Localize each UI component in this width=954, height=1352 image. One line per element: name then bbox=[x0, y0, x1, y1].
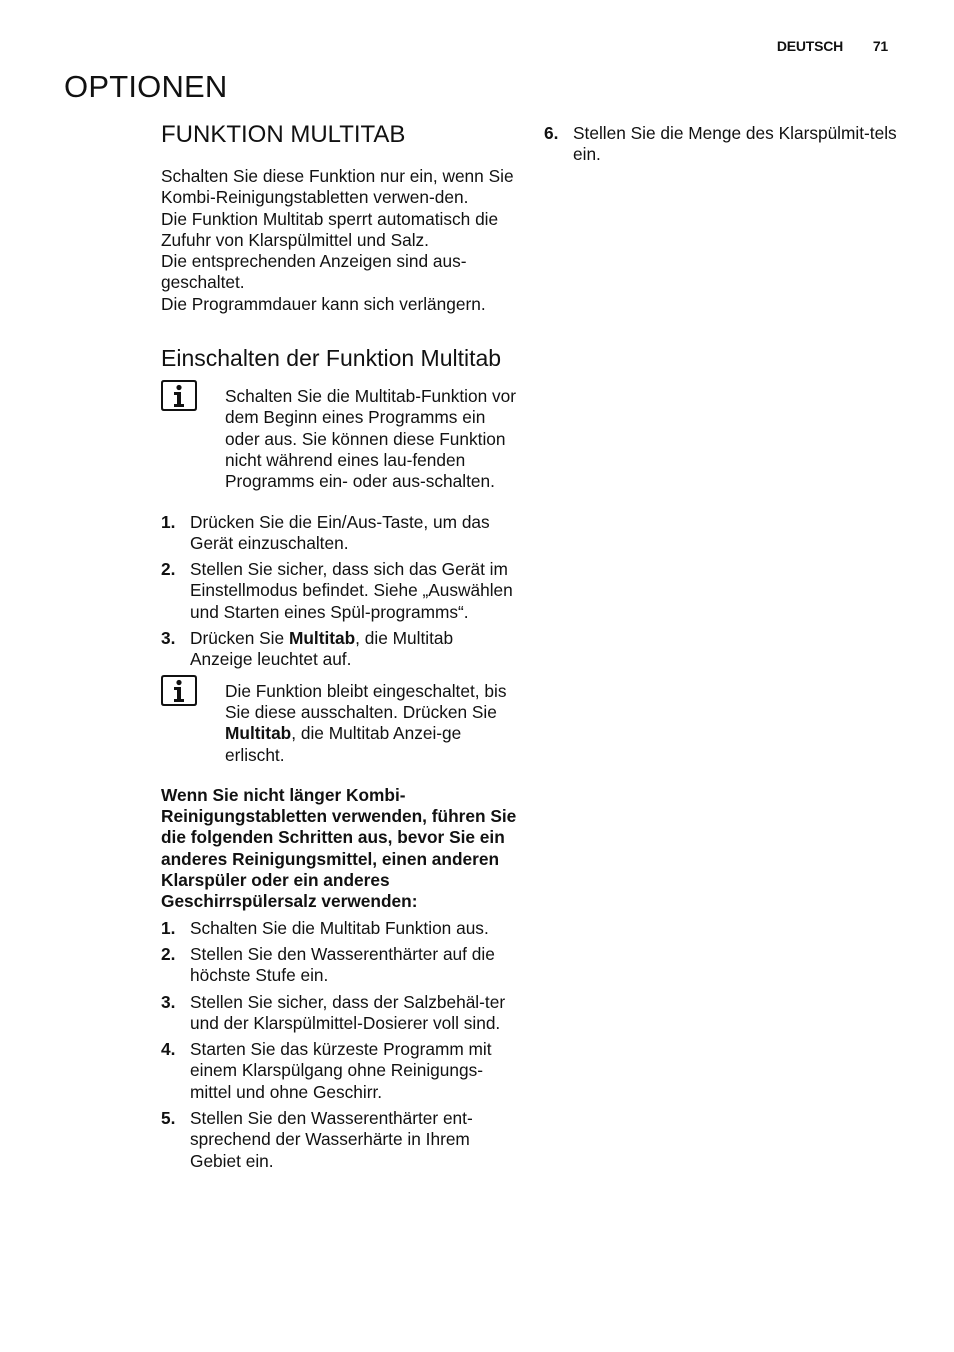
step-number: 3. bbox=[161, 991, 176, 1012]
step-text: Stellen Sie den Wasserenthärter ent-sprechend der Wasserhärte in Ihrem Gebiet ein. bbox=[190, 1107, 473, 1171]
step-number: 2. bbox=[161, 559, 176, 580]
right-column bbox=[544, 123, 900, 171]
page-number: 71 bbox=[872, 38, 888, 54]
intro-paragraph: Die Funktion Multitab sperrt automatisch die Zufuhr von Klarspülmittel und Salz. bbox=[161, 208, 499, 250]
list-item bbox=[161, 944, 517, 987]
page-title: OPTIONEN bbox=[64, 69, 228, 104]
step-text-bold: Multitab bbox=[288, 628, 356, 649]
section-title: FUNKTION MULTITAB bbox=[161, 121, 406, 148]
step-text: Stellen Sie sicher, dass der Salzbehäl-ter und der Klarspülmittel-Dosierer voll sind. bbox=[190, 991, 506, 1033]
steps-list bbox=[161, 512, 517, 671]
step-text: Stellen Sie sicher, dass sich das Gerät im Einstellmodus befindet. Siehe „Auswählen und Starten eines Spül-programms“. bbox=[190, 559, 513, 622]
info-note bbox=[161, 386, 517, 492]
subsection-title: Einschalten der Funktion Multitab bbox=[161, 345, 502, 372]
list-item bbox=[161, 512, 517, 555]
list-item bbox=[161, 1039, 517, 1103]
info-icon bbox=[161, 675, 197, 706]
step-text: Starten Sie das kürzeste Programm mit einem Klarspülgang ohne Reinigungs-mittel und ohne Geschirr. bbox=[190, 1039, 492, 1102]
step-number: 6. bbox=[544, 123, 559, 143]
warning-text: Wenn Sie nicht länger Kombi-Reinigungstabletten verwenden, führen Sie die folgenden Schritten aus, bevor Sie ein anderes Reinigungsmittel, einen anderen Klarspüler oder ein anderes Geschirrspülersalz verwenden: bbox=[161, 784, 517, 912]
step-text: Stellen Sie die Menge des Klarspülmit-tels ein. bbox=[573, 123, 897, 165]
steps-list-continued bbox=[544, 123, 900, 166]
step-number: 1. bbox=[161, 511, 176, 532]
step-text: Stellen Sie den Wasserenthärter auf die höchste Stufe ein. bbox=[190, 943, 495, 986]
info-note bbox=[161, 681, 517, 766]
list-item bbox=[161, 559, 517, 623]
step-number: 4. bbox=[161, 1039, 176, 1060]
note-text: Schalten Sie die Multitab-Funktion vor dem Beginn eines Programms ein oder aus. Sie können diese Funktion nicht während eines lau-fenden Programms ein- oder aus-schalten. bbox=[225, 386, 517, 492]
note-text: Die Funktion bleibt eingeschaltet, bis Sie diese ausschalten. Drücken Sie Multitab, die Multitab Anzei-ge erlischt. bbox=[225, 680, 507, 765]
step-text-pre: Drücken Sie bbox=[190, 628, 289, 649]
list-item bbox=[161, 628, 517, 671]
list-item bbox=[161, 918, 517, 939]
left-column bbox=[161, 118, 517, 1177]
info-icon bbox=[161, 380, 197, 411]
step-text-post: , die Multitab Anzeige leuchtet auf. bbox=[190, 628, 454, 670]
step-text: Drücken Sie die Ein/Aus-Taste, um das Gerät einzuschalten. bbox=[190, 511, 490, 553]
step-number: 2. bbox=[161, 943, 176, 964]
list-item bbox=[161, 992, 517, 1035]
step-number: 5. bbox=[161, 1107, 176, 1128]
list-item bbox=[544, 123, 900, 166]
intro-paragraph: Schalten Sie diese Funktion nur ein, wenn Sie Kombi-Reinigungstabletten verwen-den. bbox=[161, 166, 514, 208]
step-text: Schalten Sie die Multitab Funktion aus. bbox=[190, 917, 489, 938]
intro-paragraph: Die Programmdauer kann sich verlängern. bbox=[161, 293, 486, 314]
step-number: 1. bbox=[161, 917, 176, 938]
list-item bbox=[161, 1108, 517, 1172]
steps-list-2 bbox=[161, 918, 517, 1172]
intro-paragraph: Die entsprechenden Anzeigen sind aus-geschaltet. bbox=[161, 251, 467, 293]
page-header bbox=[777, 38, 888, 54]
header-language: DEUTSCH bbox=[776, 38, 844, 54]
step-number: 3. bbox=[161, 628, 176, 649]
